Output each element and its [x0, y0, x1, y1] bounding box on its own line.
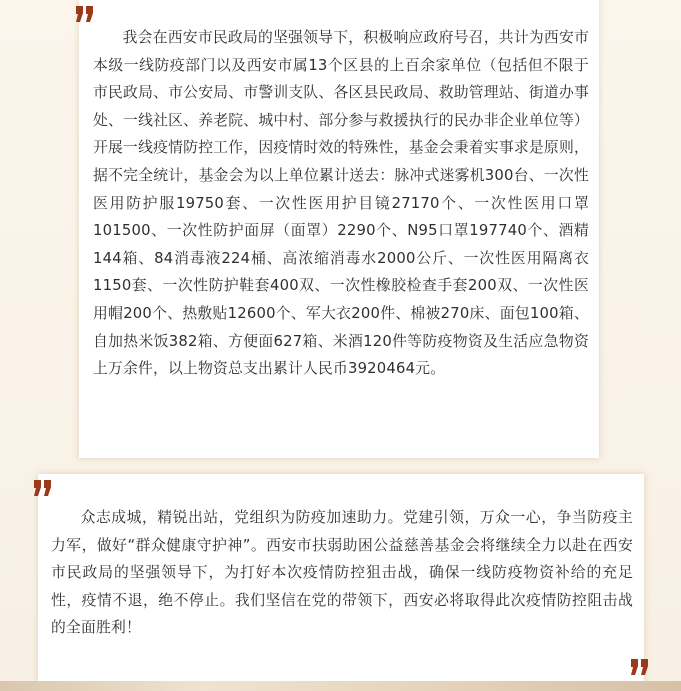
article-paragraph-1: 我会在西安市民政局的坚强领导下，积极响应政府号召，共计为西安市本级一线防疫部门以及西安市属13个区县的上百余家单位（包括但不限于市民政局、市公安局、市警训支队、各区县民政局、救助管理站、街道办事处、一线社区、养老院、城中村、部分参与救援执行的民办非企业单位等）开展一线疫情防控工作，因疫情时效的特殊性，基金会秉着实事求是原则，据不完全统计，基金会为以上单位累计送去：脉冲式迷雾机300台、一次性医用防护服19750套、一次性医用护目镜27170个、一次性医用口罩101500、一次性防护面屏（面罩）2290个、N95口罩197740个、酒精144箱、84消毒液224桶、高浓缩消毒水2000公斤、一次性医用隔离衣1150套、一次性防护鞋套400双、一次性橡胶检查手套200双、一次性医用帽200个、热敷贴12600个、军大衣200件、棉被270床、面包100箱、自加热米饭382箱、方便面627箱、米酒120件等防疫物资及生活应急物资上万余件，以上物资总支出累计人民币3920464元。 [93, 29, 589, 378]
quote-mark-icon [32, 478, 54, 498]
quote-mark-icon [74, 4, 96, 24]
article-paragraph-2: 众志成城，精锐出站，党组织为防疫加速助力。党建引领，万众一心，争当防疫主力军，做好“群众健康守护神”。西安市扶弱助困公益慈善基金会将继续全力以赴在西安市民政局的坚强领导下，为打好本次疫情防控狙击战，确保一线防疫物资补给的充足性，疫情不退，绝不停止。我们坚信在党的带领下，西安必将取得此次疫情防控阻击战的全面胜利！ [51, 509, 633, 637]
bottom-decor-strip [0, 681, 681, 691]
quote-mark-icon [629, 657, 651, 677]
